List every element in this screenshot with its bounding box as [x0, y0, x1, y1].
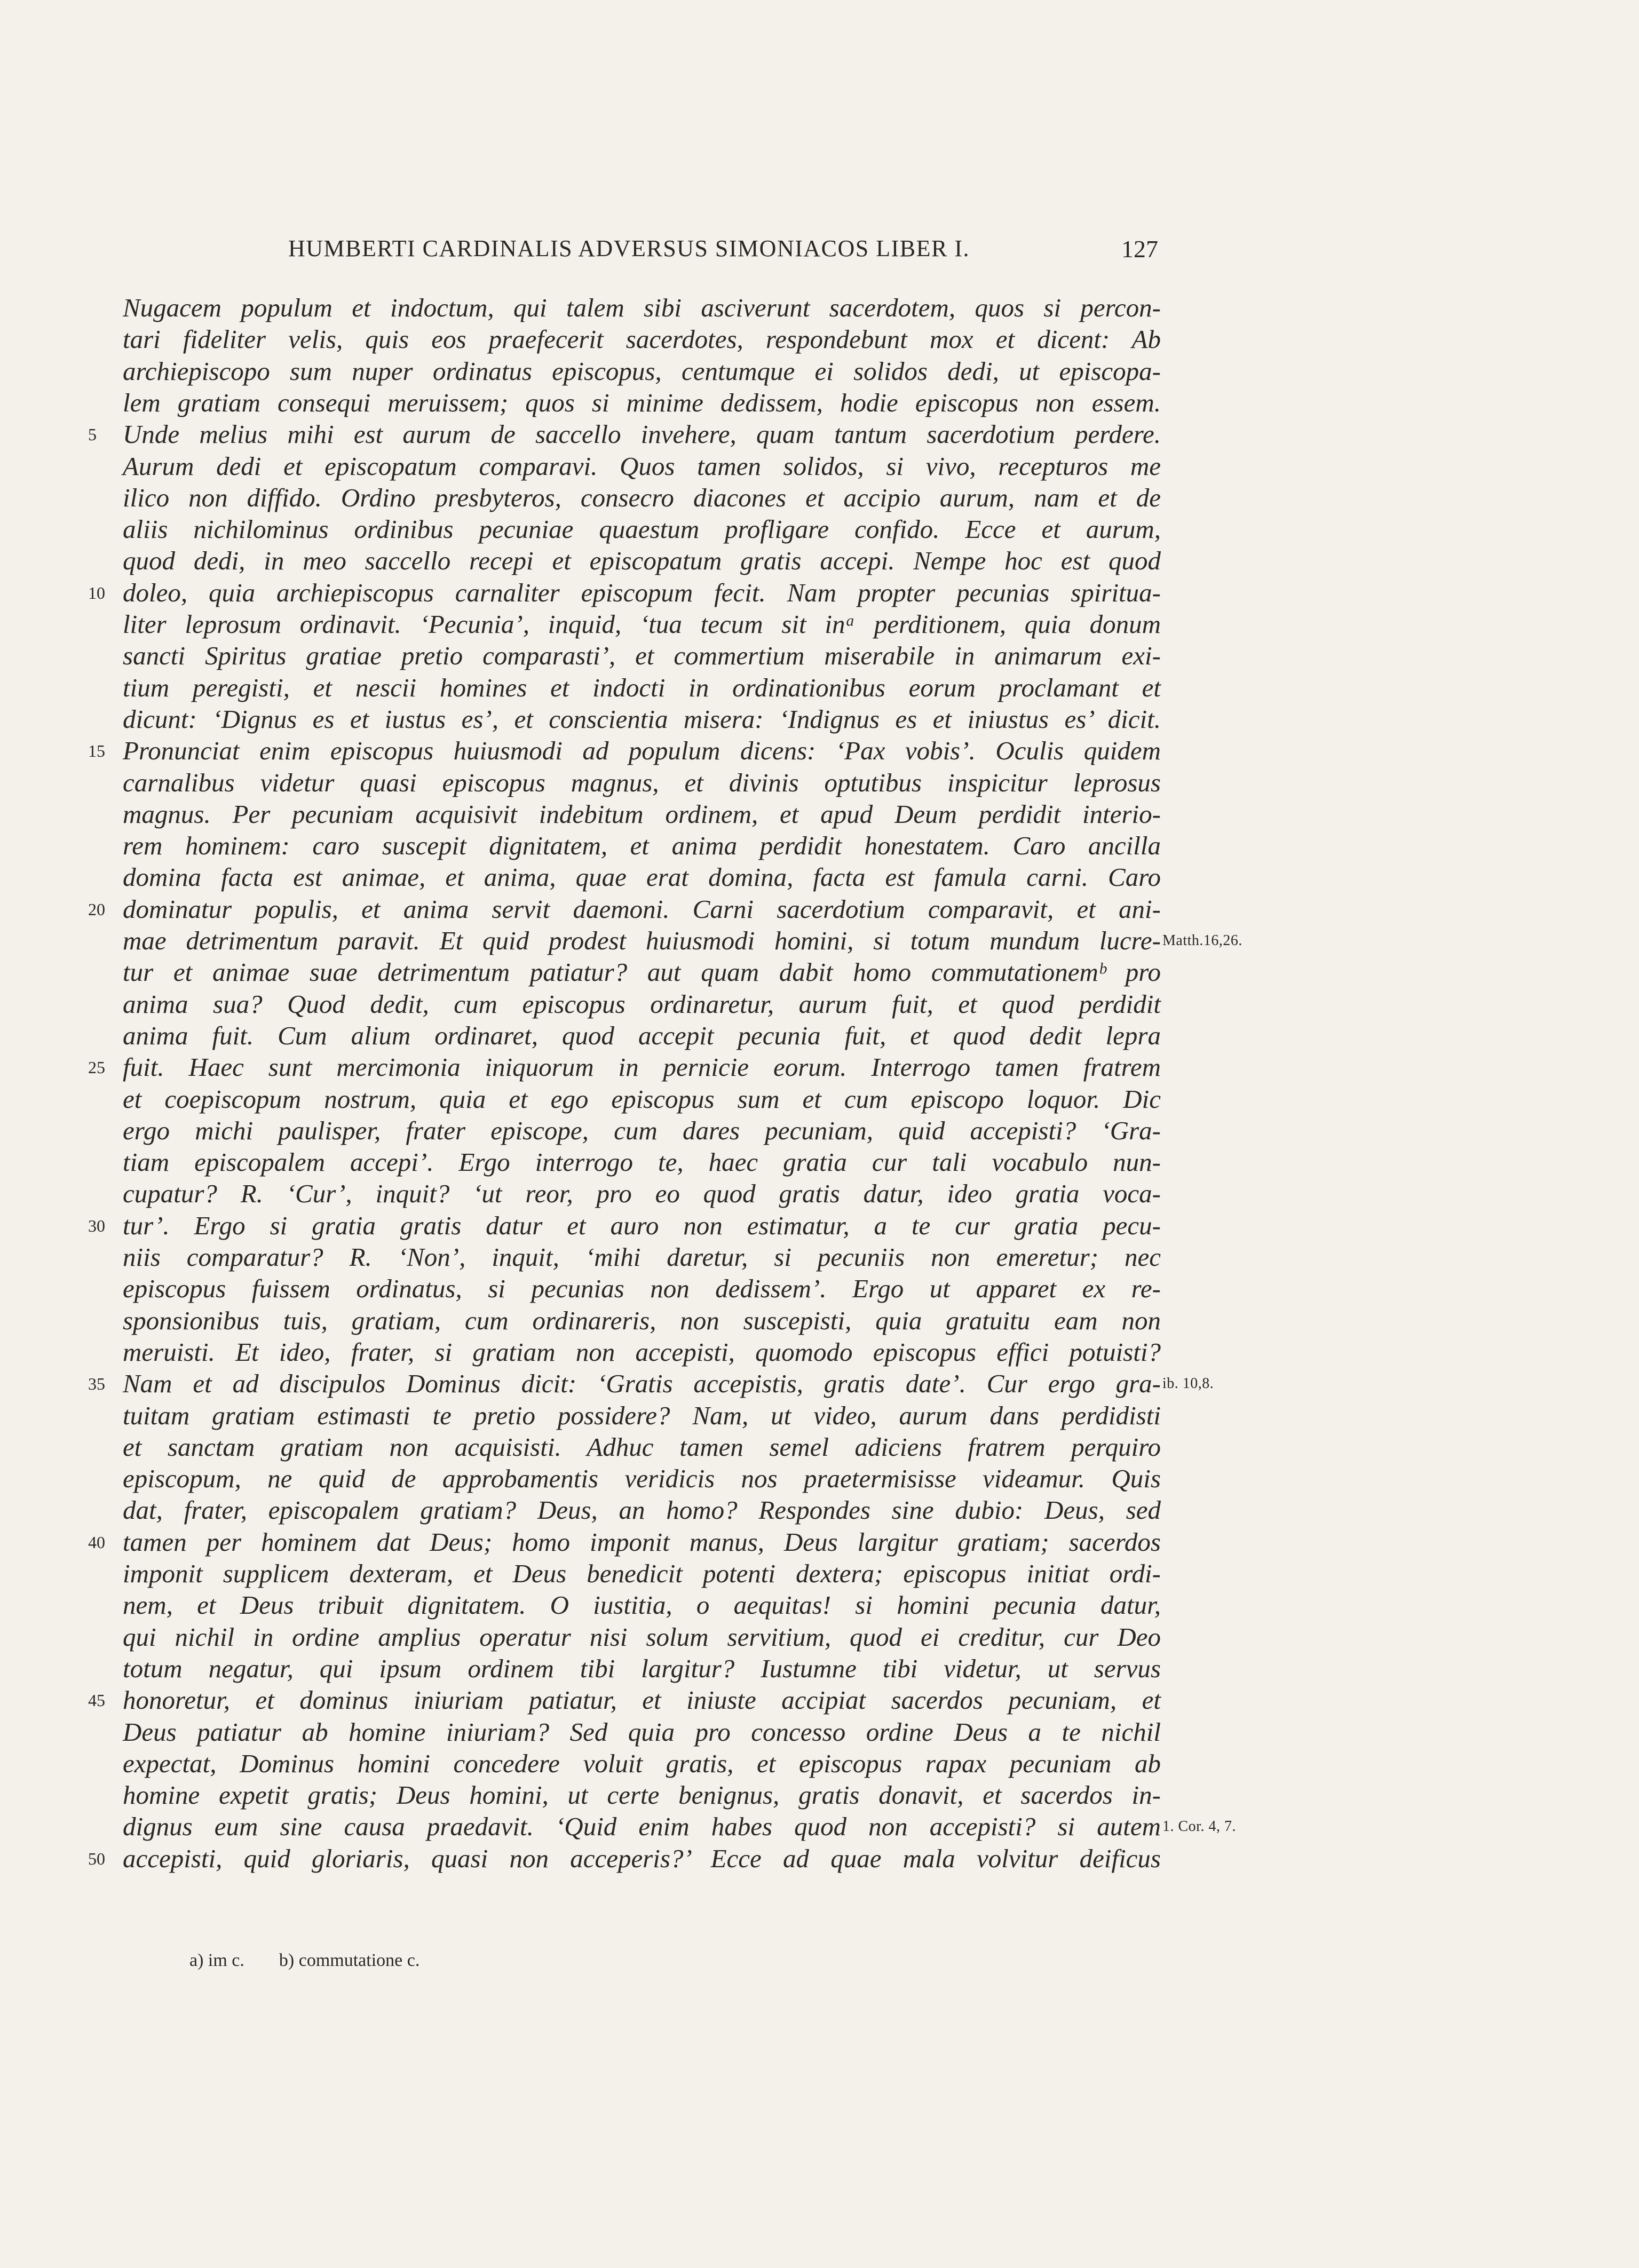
line-number: 40 [88, 1533, 105, 1552]
text-line: accepisti, quid gloriaris, quasi non acceperis?’ Ecce ad quae mala volvitur deificus [123, 1844, 1161, 1873]
text-line: archiepiscopo sum nuper ordinatus episcopus, centumque ei solidos dedi, ut episcopa- [123, 356, 1161, 386]
text-line: rem hominem: caro suscepit dignitatem, et anima perdidit honestatem. Caro ancilla [123, 831, 1161, 860]
text-line: niis comparatur? R. ‘Non’, inquit, ‘mihi daretur, si pecuniis non emeretur; nec [123, 1242, 1161, 1272]
text-line: Pronunciat enim episcopus huiusmodi ad populum dicens: ‘Pax vobis’. Oculis quidem [123, 736, 1161, 765]
text-line: sancti Spiritus gratiae pretio comparasti’, et commertium miserabile in animarum exi- [123, 641, 1161, 670]
margin-reference: 1. Cor. 4, 7. [1162, 1818, 1236, 1835]
line-number: 30 [88, 1216, 105, 1235]
text-line: Nam et ad discipulos Dominus dicit: ‘Gratis accepistis, gratis date’. Cur ergo gra- [123, 1369, 1161, 1398]
text-line: qui nichil in ordine amplius operatur nisi solum servitium, quod ei creditur, cur Deo [123, 1622, 1161, 1652]
text-line: dignus eum sine causa praedavit. ‘Quid enim habes quod non accepisti? si autem [123, 1812, 1161, 1841]
text-line: tur et animae suae detrimentum patiatur? aut quam dabit homo commutationemᵇ pro [123, 957, 1161, 987]
line-number: 5 [88, 425, 97, 444]
text-line: homine expetit gratis; Deus homini, ut certe benignus, gratis donavit, et sacerdos in- [123, 1780, 1161, 1810]
text-line: lem gratiam consequi meruissem; quos si minime dedissem, hodie episcopus non essem. [123, 388, 1161, 417]
text-line: Unde melius mihi est aurum de saccello invehere, quam tantum sacerdotium perdere. [123, 419, 1161, 449]
text-line: tur’. Ergo si gratia gratis datur et auro non estimatur, a te cur gratia pecu- [123, 1211, 1161, 1240]
text-line: et sanctam gratiam non acquisisti. Adhuc tamen semel adiciens fratrem perquiro [123, 1432, 1161, 1462]
line-number: 25 [88, 1058, 105, 1077]
text-line: liter leprosum ordinavit. ‘Pecunia’, inquid, ‘tua tecum sit inᵃ perditionem, quia donum [123, 609, 1161, 639]
text-line: domina facta est animae, et anima, quae erat domina, facta est famula carni. Caro [123, 862, 1161, 892]
text-line: tium peregisti, et nescii homines et indocti in ordinationibus eorum proclamant et [123, 673, 1161, 702]
text-line: episcopum, ne quid de approbamentis veridicis nos praetermisisse videamur. Quis [123, 1464, 1161, 1493]
text-line: tari fideliter velis, quis eos praefecerit sacerdotes, respondebunt mox et dicent: Ab [123, 324, 1161, 354]
line-number: 10 [88, 583, 105, 602]
margin-reference: ib. 10,8. [1162, 1375, 1214, 1392]
footnotes [189, 1950, 419, 1971]
text-line: carnalibus videtur quasi episcopus magnus, et divinis optutibus inspicitur leprosus [123, 768, 1161, 797]
text-line: anima sua? Quod dedit, cum episcopus ordinaretur, aurum fuit, et quod perdidit [123, 989, 1161, 1019]
text-line: fuit. Haec sunt mercimonia iniquorum in pernicie eorum. Interrogo tamen fratrem [123, 1052, 1161, 1082]
text-line: tiam episcopalem accepi’. Ergo interrogo te, haec gratia cur tali vocabulo nun- [123, 1147, 1161, 1177]
text-line: Deus patiatur ab homine iniuriam? Sed quia pro concesso ordine Deus a te nichil [123, 1717, 1161, 1747]
line-number: 20 [88, 900, 105, 919]
text-line: Aurum dedi et episcopatum comparavi. Quos tamen solidos, si vivo, recepturos me [123, 451, 1161, 481]
line-number: 45 [88, 1691, 105, 1710]
text-line: aliis nichilominus ordinibus pecuniae quaestum profligare confido. Ecce et aurum, [123, 514, 1161, 544]
text-line: dicunt: ‘Dignus es et iustus es’, et conscientia misera: ‘Indignus es et iniustus es’ dicit. [123, 704, 1161, 734]
text-line: dat, frater, episcopalem gratiam? Deus, an homo? Respondes sine dubio: Deus, sed [123, 1495, 1161, 1525]
text-line: expectat, Dominus homini concedere voluit gratis, et episcopus rapax pecuniam ab [123, 1749, 1161, 1778]
text-line: cupatur? R. ‘Cur’, inquit? ‘ut reor, pro eo quod gratis datur, ideo gratia voca- [123, 1179, 1161, 1208]
text-line: doleo, quia archiepiscopus carnaliter episcopum fecit. Nam propter pecunias spiritua- [123, 578, 1161, 607]
running-title: HUMBERTI CARDINALIS ADVERSUS SIMONIACOS LIBER I. [288, 235, 970, 261]
page-number: 127 [1121, 235, 1158, 263]
footnote-b: b) commutatione c. [279, 1950, 420, 1970]
text-line: sponsionibus tuis, gratiam, cum ordinareris, non suscepisti, quia gratuitu eam non [123, 1306, 1161, 1335]
line-number: 15 [88, 741, 105, 760]
text-line: nem, et Deus tribuit dignitatem. O iustitia, o aequitas! si homini pecunia datur, [123, 1590, 1161, 1620]
text-line: et coepiscopum nostrum, quia et ego episcopus sum et cum episcopo loquor. Dic [123, 1084, 1161, 1114]
text-line: meruisti. Et ideo, frater, si gratiam non accepisti, quomodo episcopus effici potuisti? [123, 1337, 1161, 1367]
text-line: quod dedi, in meo saccello recepi et episcopatum gratis accepi. Nempe hoc est quod [123, 546, 1161, 575]
text-line: tamen per hominem dat Deus; homo imponit manus, Deus largitur gratiam; sacerdos [123, 1527, 1161, 1557]
text-line: dominatur populis, et anima servit daemoni. Carni sacerdotium comparavit, et ani- [123, 894, 1161, 924]
text-line: ergo michi paulisper, frater episcope, cum dares pecuniam, quid accepisti? ‘Gra- [123, 1116, 1161, 1145]
line-number: 35 [88, 1374, 105, 1393]
text-line: totum negatur, qui ipsum ordinem tibi largitur? Iustumne tibi videtur, ut servus [123, 1654, 1161, 1683]
footnote-a: a) im c. [189, 1950, 244, 1970]
text-line: episcopus fuissem ordinatus, si pecunias non dedissem’. Ergo ut apparet ex re- [123, 1274, 1161, 1303]
margin-reference: Matth.16,26. [1162, 932, 1242, 949]
text-line: anima fuit. Cum alium ordinaret, quod accepit pecunia fuit, et quod dedit lepra [123, 1021, 1161, 1050]
line-number: 50 [88, 1849, 105, 1868]
text-line: magnus. Per pecuniam acquisivit indebitum ordinem, et apud Deum perdidit interio- [123, 799, 1161, 829]
text-line: mae detrimentum paravit. Et quid prodest huiusmodi homini, si totum mundum lucre- [123, 926, 1161, 955]
text-line: tuitam gratiam estimasti te pretio possidere? Nam, ut video, aurum dans perdidisti [123, 1401, 1161, 1430]
text-line: honoretur, et dominus iniuriam patiatur, et iniuste accipiat sacerdos pecuniam, et [123, 1685, 1161, 1715]
text-line: Nugacem populum et indoctum, qui talem sibi asciverunt sacerdotem, quos si percon- [123, 293, 1161, 322]
text-line: imponit supplicem dexteram, et Deus benedicit potenti dextera; episcopus initiat ordi- [123, 1559, 1161, 1588]
text-line: ilico non diffido. Ordino presbyteros, consecro diacones et accipio aurum, nam et de [123, 483, 1161, 512]
page-header [288, 235, 1158, 272]
